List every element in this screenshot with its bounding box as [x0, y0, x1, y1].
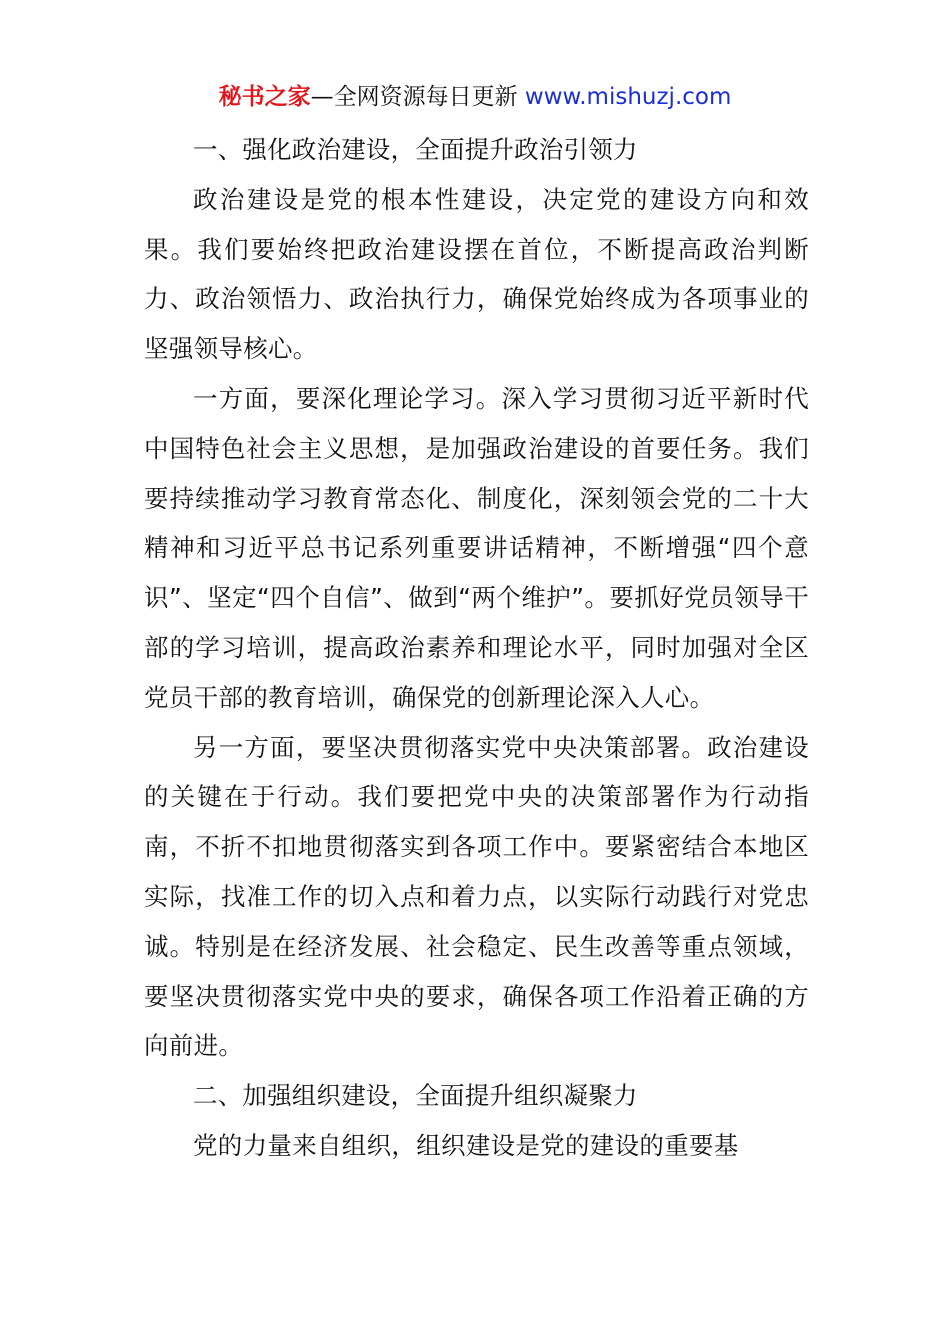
site-url-link[interactable]: www.mishuzj.com	[524, 84, 732, 110]
section-heading-1: 一、强化政治建设，全面提升政治引领力	[193, 135, 638, 164]
paragraph-3: 另一方面，要坚决贯彻落实党中央决策部署。政治建设的关键在于行动。我们要把党中央的决策部署作为行动指南，不折不扣地贯彻落实到各项工作中。要紧密结合本地区实际，找准工作的切入点和着力点，以实际行动践行对党忠诚。特别是在经济发展、社会稳定、民生改善等重点领域，要坚决贯彻落实党中央的要求，确保各项工作沿着正确的方向前进。	[144, 732, 809, 1061]
document-body	[144, 125, 809, 1171]
header-tagline: —全网资源每日更新	[310, 84, 525, 110]
paragraph-4: 党的力量来自组织，组织建设是党的建设的重要基	[193, 1130, 739, 1160]
page-header	[0, 80, 950, 114]
brand-name: 秘书之家	[218, 84, 311, 110]
section-heading-2: 二、加强组织建设，全面提升组织凝聚力	[193, 1081, 638, 1111]
paragraph-2: 一方面，要深化理论学习。深入学习贯彻习近平新时代中国特色社会主义思想，是加强政治建设的首要任务。我们要持续推动学习教育常态化、制度化，深刻领会党的二十大精神和习近平总书记系列重要讲话精神，不断增强“四个意识”、坚定“四个自信”、做到“两个维护”。要抓好党员领导干部的学习培训，提高政治素养和理论水平，同时加强对全区党员干部的教育培训，确保党的创新理论深入人心。	[144, 383, 809, 712]
paragraph-1: 政治建设是党的根本性建设，决定党的建设方向和效果。我们要始终把政治建设摆在首位，不断提高政治判断力、政治领悟力、政治执行力，确保党始终成为各项事业的坚强领导核心。	[144, 184, 809, 364]
